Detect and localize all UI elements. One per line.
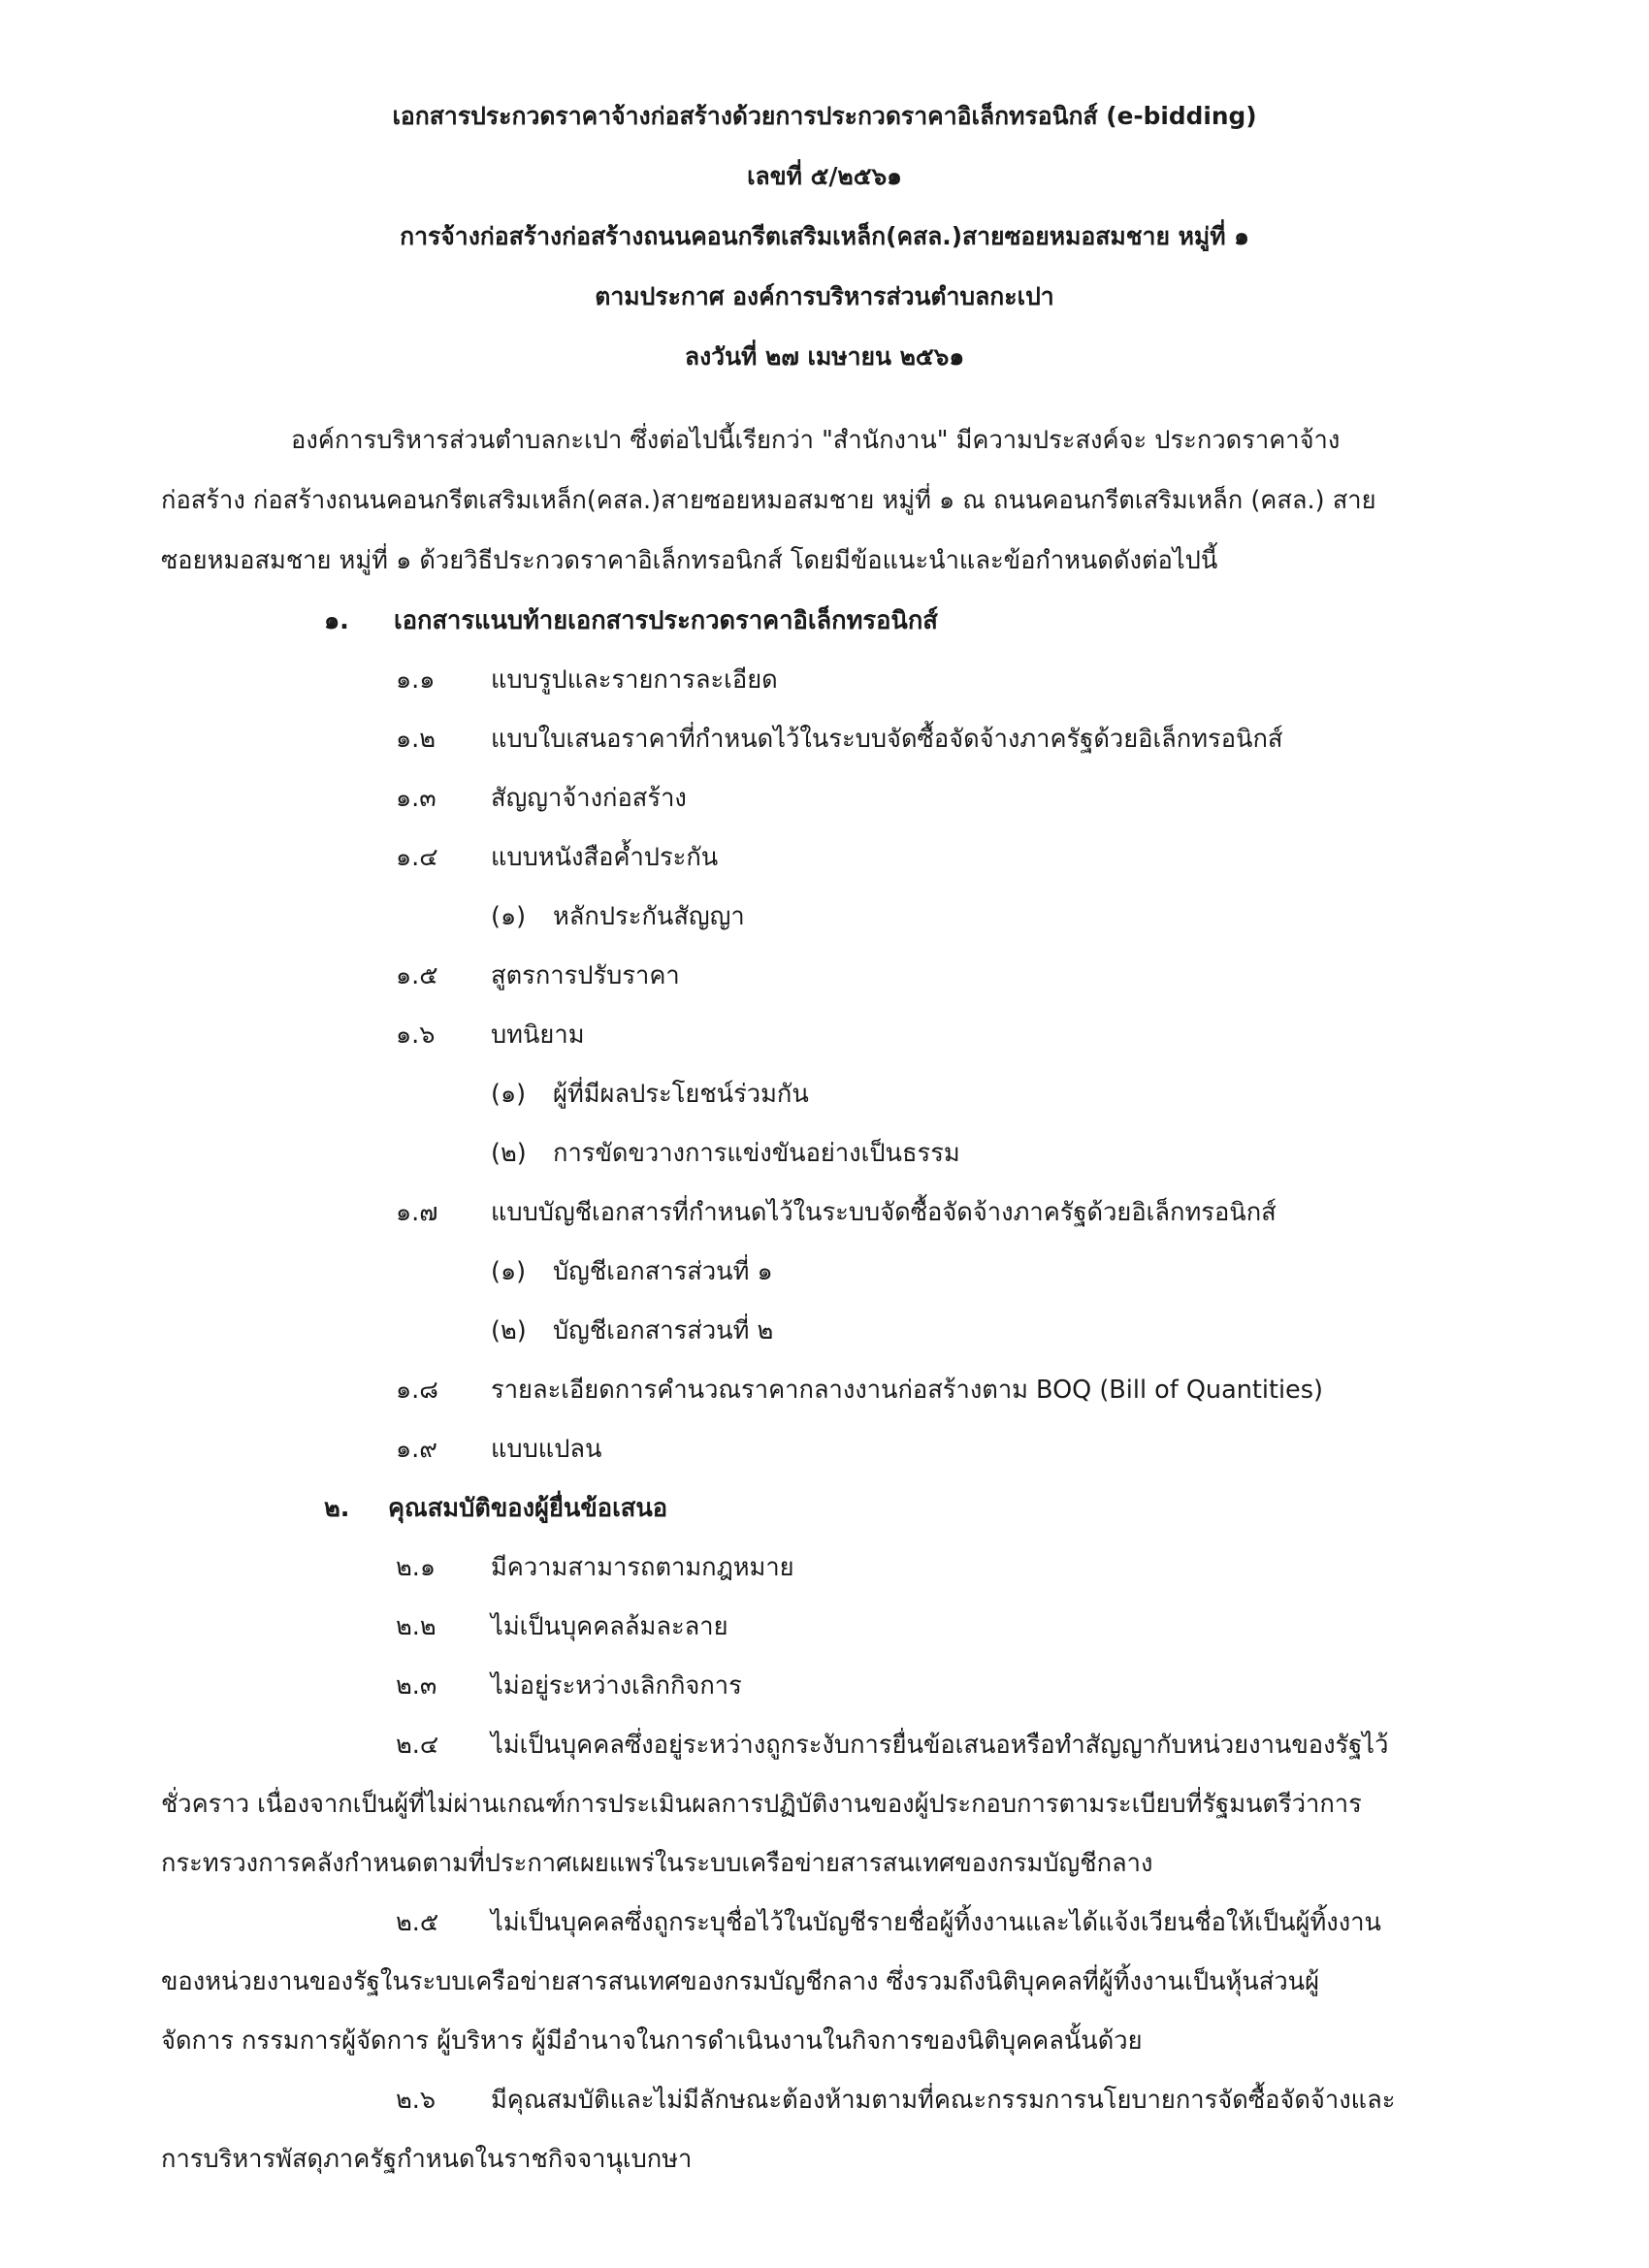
section-1-title: เอกสารแนบท้ายเอกสารประกวดราคาอิเล็กทรอนิกส์	[394, 606, 938, 635]
item-number: ๒.๔	[396, 1731, 439, 1760]
item-text: บทนิยาม	[491, 1021, 585, 1050]
item-number: ๑.๔	[396, 843, 438, 872]
document-title: เอกสารประกวดราคาจ้างก่อสร้างด้วยการประกวดราคาอิเล็กทรอนิกส์ (e-bidding)	[392, 102, 1257, 130]
item-text: ไม่เป็นบุคคลซึ่งถูกระบุชื่อไว้ในบัญชีรายชื่อผู้ทิ้งงานและได้แจ้งเวียนชื่อให้เป็นผู้ทิ้งงาน	[491, 1908, 1381, 1937]
item-text: แบบแปลน	[491, 1435, 602, 1464]
item-number: ๑.๙	[396, 1435, 437, 1464]
item-number: ๒.๕	[396, 1908, 439, 1937]
item-text: ไม่อยู่ระหว่างเลิกกิจการ	[491, 1671, 742, 1701]
intro-line-2: ก่อสร้าง ก่อสร้างถนนคอนกรีตเสริมเหล็ก(คสล.)สายซอยหมอสมชาย หมู่ที่ ๑ ณ ถนนคอนกรีตเสริมเหล็ก (คสล.) สาย	[161, 486, 1376, 515]
item-text: แบบบัญชีเอกสารที่กำหนดไว้ในระบบจัดซื้อจัดจ้างภาครัฐด้วยอิเล็กทรอนิกส์	[491, 1198, 1277, 1227]
subitem-number: (๑)	[491, 902, 527, 931]
subitem-number: (๑)	[491, 1257, 527, 1286]
item-number: ๑.๕	[396, 961, 438, 990]
section-1-number: ๑.	[324, 606, 349, 635]
item-number: ๑.๒	[396, 725, 436, 754]
item-text: แบบใบเสนอราคาที่กำหนดไว้ในระบบจัดซื้อจัดจ้างภาครัฐด้วยอิเล็กทรอนิกส์	[491, 725, 1283, 754]
intro-line-3: ซอยหมอสมชาย หมู่ที่ ๑ ด้วยวิธีประกวดราคาอิเล็กทรอนิกส์ โดยมีข้อแนะนำและข้อกำหนดดังต่อไปนี้	[161, 546, 1218, 575]
item-text: แบบรูปและรายการละเอียด	[491, 665, 778, 695]
subitem-number: (๒)	[491, 1139, 527, 1168]
subitem-number: (๒)	[491, 1316, 527, 1345]
item-number: ๒.๓	[396, 1671, 437, 1701]
item-text: แบบหนังสือค้ำประกัน	[491, 843, 719, 872]
item-text-continuation: ของหน่วยงานของรัฐในระบบเครือข่ายสารสนเทศของกรมบัญชีกลาง ซึ่งรวมถึงนิติบุคคลที่ผู้ทิ้งงานเป็นหุ้นส่วนผู้	[161, 1967, 1320, 1996]
item-text-continuation: จัดการ กรรมการผู้จัดการ ผู้บริหาร ผู้มีอำนาจในการดำเนินงานในกิจการของนิติบุคคลนั้นด้วย	[161, 2026, 1143, 2056]
item-text-continuation: กระทรวงการคลังกำหนดตามที่ประกาศเผยแพร่ในระบบเครือข่ายสารสนเทศของกรมบัญชีกลาง	[161, 1849, 1153, 1878]
subitem-text: หลักประกันสัญญา	[553, 902, 745, 931]
section-2-number: ๒.	[324, 1494, 350, 1523]
subitem-text: การขัดขวางการแข่งขันอย่างเป็นธรรม	[553, 1139, 960, 1168]
document-number: เลขที่ ๕/๒๕๖๑	[747, 162, 902, 190]
item-number: ๑.๗	[396, 1198, 438, 1227]
subitem-text: บัญชีเอกสารส่วนที่ ๒	[553, 1316, 774, 1345]
project-title: การจ้างก่อสร้างก่อสร้างถนนคอนกรีตเสริมเหล็ก(คสล.)สายซอยหมอสมชาย หมู่ที่ ๑	[400, 222, 1249, 250]
item-number: ๒.๑	[396, 1553, 436, 1582]
item-text: มีคุณสมบัติและไม่มีลักษณะต้องห้ามตามที่คณะกรรมการนโยบายการจัดซื้อจัดจ้างและ	[491, 2086, 1396, 2115]
issuer-line: ตามประกาศ องค์การบริหารส่วนตำบลกะเปา	[595, 282, 1054, 310]
item-number: ๑.๓	[396, 784, 436, 813]
item-text-continuation: การบริหารพัสดุภาครัฐกำหนดในราชกิจจานุเบกษา	[161, 2145, 693, 2174]
section-2-title: คุณสมบัติของผู้ยื่นข้อเสนอ	[388, 1494, 668, 1523]
item-text-continuation: ชั่วคราว เนื่องจากเป็นผู้ที่ไม่ผ่านเกณฑ์การประเมินผลการปฏิบัติงานของผู้ประกอบการตามระเบียบที่รัฐมนตรีว่าการ	[161, 1790, 1362, 1819]
item-number: ๒.๒	[396, 1612, 436, 1641]
item-text: ไม่เป็นบุคคลซึ่งอยู่ระหว่างถูกระงับการยื่นข้อเสนอหรือทำสัญญากับหน่วยงานของรัฐไว้	[491, 1731, 1389, 1760]
item-number: ๒.๖	[396, 2086, 436, 2115]
subitem-text: ผู้ที่มีผลประโยชน์ร่วมกัน	[553, 1080, 809, 1109]
item-text: ไม่เป็นบุคคลล้มละลาย	[491, 1612, 728, 1641]
subitem-number: (๑)	[491, 1080, 527, 1109]
item-text: รายละเอียดการคำนวณราคากลางงานก่อสร้างตาม BOQ (Bill of Quantities)	[491, 1376, 1323, 1405]
date-line: ลงวันที่ ๒๗ เมษายน ๒๕๖๑	[684, 342, 965, 371]
subitem-text: บัญชีเอกสารส่วนที่ ๑	[553, 1257, 773, 1286]
item-number: ๑.๑	[396, 665, 436, 695]
item-text: สัญญาจ้างก่อสร้าง	[491, 784, 687, 813]
item-text: มีความสามารถตามกฎหมาย	[491, 1553, 794, 1582]
item-number: ๑.๘	[396, 1376, 438, 1405]
item-number: ๑.๖	[396, 1021, 436, 1050]
intro-line-1: องค์การบริหารส่วนตำบลกะเปา ซึ่งต่อไปนี้เรียกว่า "สำนักงาน" มีความประสงค์จะ ประกวดราคาจ้าง	[291, 426, 1341, 455]
item-text: สูตรการปรับราคา	[491, 961, 680, 990]
